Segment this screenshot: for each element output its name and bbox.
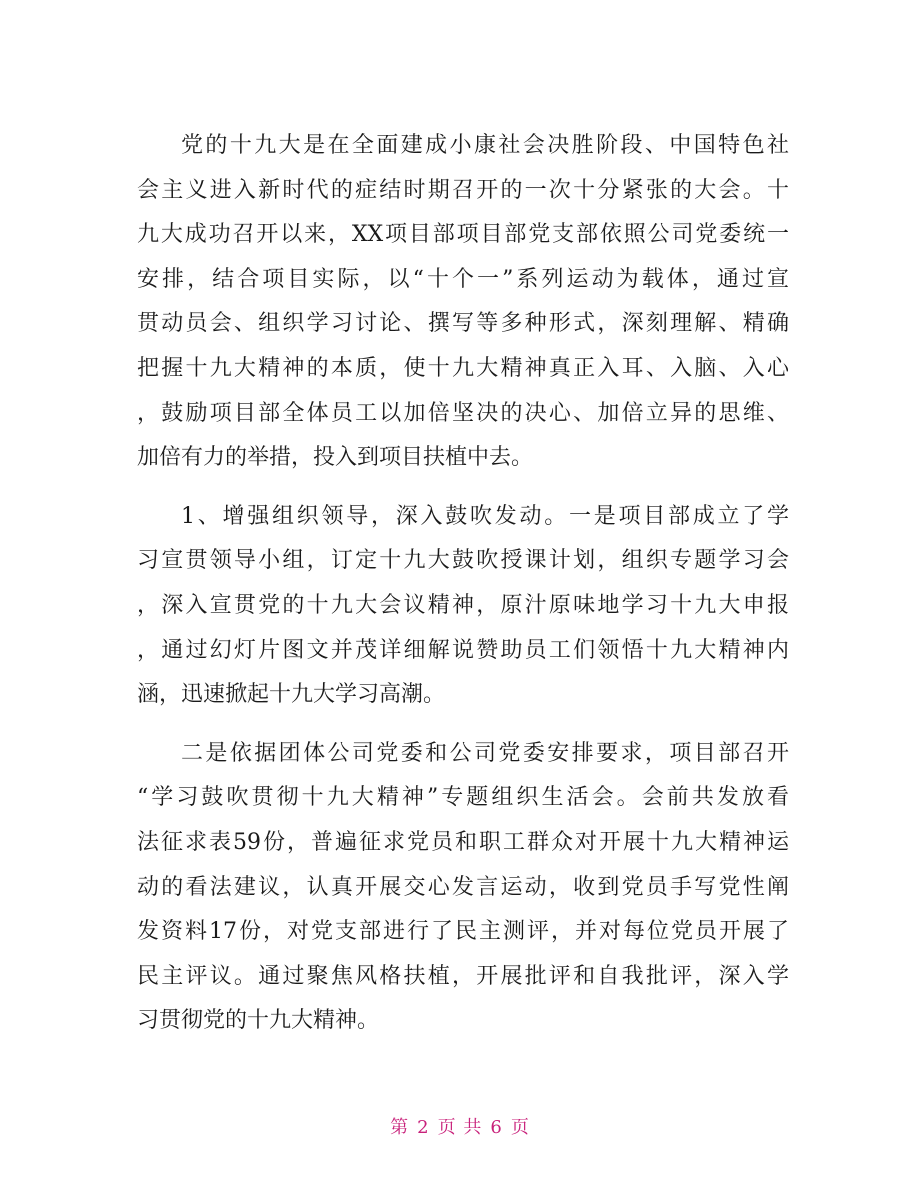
- page-label-suffix: 页: [510, 1117, 530, 1138]
- paragraph-3: [137, 732, 789, 1044]
- text-line: 安排，结合项目实际，以“十个一”系列运动为载体，通过宣: [137, 266, 789, 292]
- text-line: 法征求表59份，普遍征求党员和职工群众对开展十九大精神运: [137, 829, 789, 855]
- page-label-middle: 页 共: [437, 1117, 483, 1138]
- paragraph-2: [137, 495, 789, 718]
- text-line: 会主义进入新时代的症结时期召开的一次十分紧张的大会。十: [137, 177, 789, 203]
- text-line: 加倍有力的举措，投入到项目扶植中去。: [137, 445, 534, 471]
- text-line: 1、增强组织领导，深入鼓吹发动。一是项目部成立了学: [181, 503, 789, 529]
- text-line: 九大成功召开以来，XX项目部项目部党支部依照公司党委统一: [137, 222, 789, 248]
- text-line: 民主评议。通过聚焦风格扶植，开展批评和自我批评，深入学: [137, 963, 789, 989]
- text-line: ，鼓励项目部全体员工以加倍坚决的决心、加倍立异的思维、: [137, 400, 789, 426]
- text-line: ，深入宣贯党的十九大会议精神，原汁原味地学习十九大申报: [137, 592, 789, 618]
- text-line: 习宣贯领导小组，订定十九大鼓吹授课计划，组织专题学习会: [137, 548, 789, 574]
- page-label-prefix: 第: [390, 1117, 410, 1138]
- text-line: 动的看法建议，认真开展交心发言运动，收到党员手写党性阐: [137, 874, 789, 900]
- text-line: 把握十九大精神的本质，使十九大精神真正入耳、入脑、入心: [137, 355, 789, 381]
- paragraph-1: [137, 124, 789, 481]
- page-total: 6: [490, 1117, 503, 1138]
- text-line: 党的十九大是在全面建成小康社会决胜阶段、中国特色社: [181, 133, 789, 158]
- text-line: 二是依据团体公司党委和公司党委安排要求，项目部召开: [181, 740, 789, 766]
- page-number-footer: [0, 1113, 920, 1139]
- text-line: 贯动员会、组织学习讨论、撰写等多种形式，深刻理解、精确: [137, 311, 789, 337]
- text-line: 涵，迅速掀起十九大学习高潮。: [137, 682, 446, 708]
- text-line: 习贯彻党的十九大精神。: [137, 1008, 380, 1034]
- text-line: ，通过幻灯片图文并茂详细解说赞助员工们领悟十九大精神内: [137, 637, 789, 663]
- document-body: [137, 124, 789, 1044]
- text-line: “学习鼓吹贯彻十九大精神”专题组织生活会。会前共发放看: [137, 785, 789, 811]
- text-line: 发资料17份，对党支部进行了民主测评，并对每位党员开展了: [137, 919, 789, 945]
- page-current: 2: [417, 1117, 430, 1138]
